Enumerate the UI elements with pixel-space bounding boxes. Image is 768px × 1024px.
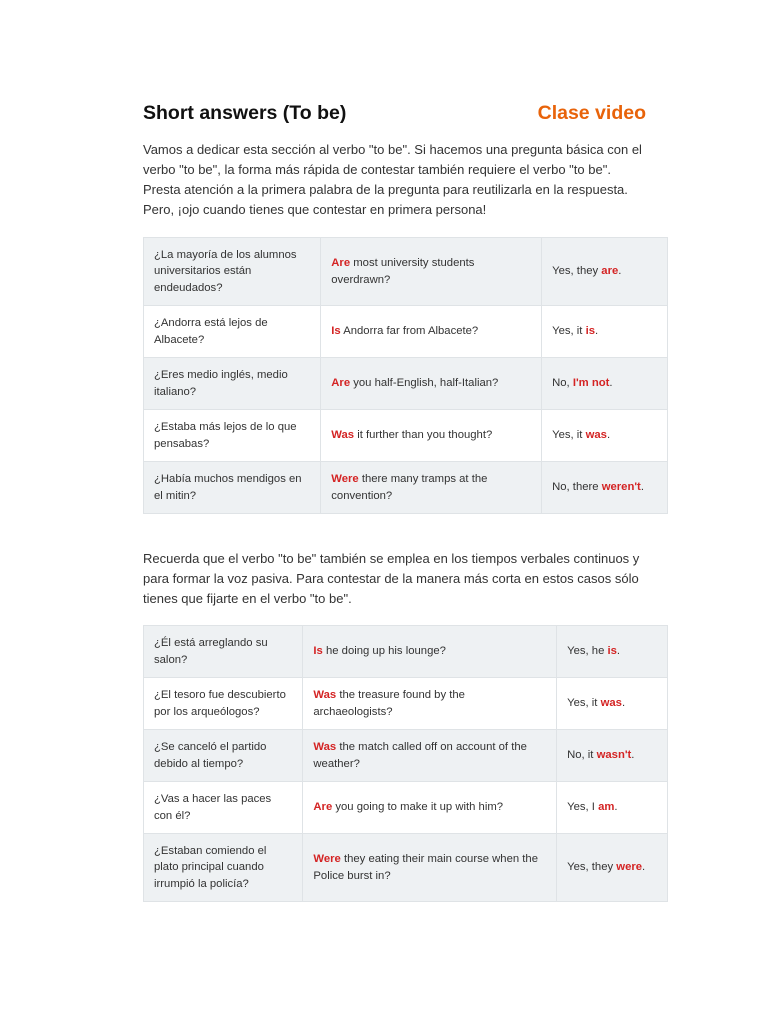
spanish-question-cell: ¿Él está arreglando su salon? xyxy=(144,626,303,678)
table-row xyxy=(144,238,668,306)
answer-suffix: . xyxy=(616,645,621,658)
answer-verb: were xyxy=(616,861,643,874)
short-answer-cell xyxy=(557,678,668,730)
answer-suffix: . xyxy=(621,697,626,710)
answer-prefix: Yes, it xyxy=(567,697,601,710)
short-answer-cell xyxy=(542,306,668,358)
answer-verb: is xyxy=(607,645,617,658)
table-row xyxy=(144,410,668,462)
answer-prefix: Yes, he xyxy=(567,645,608,658)
answer-verb: I'm not xyxy=(572,377,610,390)
continuous-passive-paragraph: Recuerda que el verbo "to be" también se emplea en los tiempos verbales continuos y para formar la voz pasiva. Para contestar de la manera más corta en estos casos sólo tienes que fijarte en el verbo "to be". xyxy=(143,551,640,606)
english-question-cell xyxy=(303,834,557,902)
spanish-question-cell: ¿Se canceló el partido debido al tiempo? xyxy=(144,730,303,782)
spanish-question-cell: ¿Estaba más lejos de lo que pensabas? xyxy=(144,410,321,462)
answer-verb: are xyxy=(601,265,619,278)
spanish-question-cell: ¿Había muchos mendigos en el mitin? xyxy=(144,462,321,514)
table-row xyxy=(144,358,668,410)
english-question-cell xyxy=(321,238,542,306)
answer-suffix: . xyxy=(606,429,611,442)
answer-prefix: No, it xyxy=(567,749,597,762)
answer-verb: was xyxy=(600,697,622,710)
short-answer-cell xyxy=(557,626,668,678)
short-answer-cell xyxy=(542,238,668,306)
short-answer-cell xyxy=(542,410,668,462)
answer-suffix: . xyxy=(614,801,618,814)
answer-prefix: Yes, they xyxy=(567,861,617,874)
question-verb: Were xyxy=(331,473,359,485)
video-class-link[interactable]: Clase video xyxy=(537,102,646,124)
answer-prefix: No, there xyxy=(552,481,602,494)
spanish-question-cell: ¿La mayoría de los alumnos universitarios están endeudados? xyxy=(144,238,321,306)
question-rest: it further than you thought? xyxy=(354,429,493,442)
answer-suffix: . xyxy=(640,481,644,494)
short-answer-cell xyxy=(542,358,668,410)
english-question-cell xyxy=(321,306,542,358)
spanish-question-cell: ¿El tesoro fue descubierto por los arqueólogos? xyxy=(144,678,303,730)
english-question-cell xyxy=(321,410,542,462)
page-title: Short answers (To be) xyxy=(143,102,347,124)
answer-suffix: . xyxy=(618,265,622,278)
table-row xyxy=(144,462,668,514)
short-answer-cell xyxy=(557,782,668,834)
spanish-question-cell: ¿Andorra está lejos de Albacete? xyxy=(144,306,321,358)
english-question-cell xyxy=(303,782,557,834)
answer-verb: was xyxy=(585,429,607,442)
question-rest: there many tramps at the convention? xyxy=(331,473,488,502)
answer-verb: weren't xyxy=(601,481,641,494)
english-question-cell xyxy=(321,462,542,514)
intro-paragraph: Vamos a dedicar esta sección al verbo "to be". Si hacemos una pregunta básica con el verbo "to be", la forma más rápida de contestar también requiere el verbo "to be". Presta atención a la primera palabra de la pregunta para reutilizarla en la respuesta. Pero, ¡ojo cuando tienes que contestar en primera persona! xyxy=(143,142,642,217)
table-row xyxy=(144,626,668,678)
table-row xyxy=(144,678,668,730)
question-verb: Are xyxy=(331,377,351,390)
short-answer-cell xyxy=(557,730,668,782)
short-answer-cell xyxy=(542,462,668,514)
question-rest: most university students overdrawn? xyxy=(331,257,475,286)
answer-prefix: Yes, it xyxy=(552,325,586,338)
answer-suffix: . xyxy=(609,377,613,390)
short-answers-table-continuous xyxy=(143,625,668,902)
question-verb: Are xyxy=(331,257,351,269)
question-rest: Andorra far from Albacete? xyxy=(340,325,479,338)
question-rest: you going to make it up with him? xyxy=(332,801,504,814)
spanish-question-cell: ¿Eres medio inglés, medio italiano? xyxy=(144,358,321,410)
short-answers-table-basic xyxy=(143,237,668,514)
answer-suffix: . xyxy=(631,749,635,762)
answer-prefix: Yes, it xyxy=(552,429,586,442)
table-row xyxy=(144,306,668,358)
english-question-cell xyxy=(321,358,542,410)
question-verb: Is xyxy=(313,645,323,658)
answer-suffix: . xyxy=(642,861,646,874)
answer-verb: wasn't xyxy=(596,749,632,762)
question-verb: Are xyxy=(313,801,333,814)
english-question-cell xyxy=(303,730,557,782)
table-row xyxy=(144,782,668,834)
spanish-question-cell: ¿Estaban comiendo el plato principal cuando irrumpió la policía? xyxy=(144,834,303,902)
question-verb: Was xyxy=(313,741,337,753)
question-rest: they eating their main course when the Police burst in? xyxy=(313,853,538,882)
answer-prefix: Yes, I xyxy=(567,801,599,814)
spanish-question-cell: ¿Vas a hacer las paces con él? xyxy=(144,782,303,834)
english-question-cell xyxy=(303,626,557,678)
answer-prefix: Yes, they xyxy=(552,265,602,278)
short-answer-cell xyxy=(557,834,668,902)
answer-verb: am xyxy=(598,801,615,814)
question-verb: Was xyxy=(313,689,337,701)
question-verb: Were xyxy=(313,853,341,865)
table-row xyxy=(144,730,668,782)
question-verb: Was xyxy=(331,429,355,442)
question-rest: you half-English, half-Italian? xyxy=(350,377,499,390)
answer-verb: is xyxy=(585,325,596,338)
answer-suffix: . xyxy=(595,325,599,338)
question-verb: Is xyxy=(331,325,341,338)
lesson-page xyxy=(143,100,668,890)
table-row xyxy=(144,834,668,902)
english-question-cell xyxy=(303,678,557,730)
question-rest: the match called off on account of the weather? xyxy=(313,741,527,770)
question-rest: he doing up his lounge? xyxy=(322,645,446,658)
lesson-header xyxy=(143,100,668,130)
question-rest: the treasure found by the archaeologists? xyxy=(313,689,465,718)
answer-prefix: No, xyxy=(552,377,573,390)
